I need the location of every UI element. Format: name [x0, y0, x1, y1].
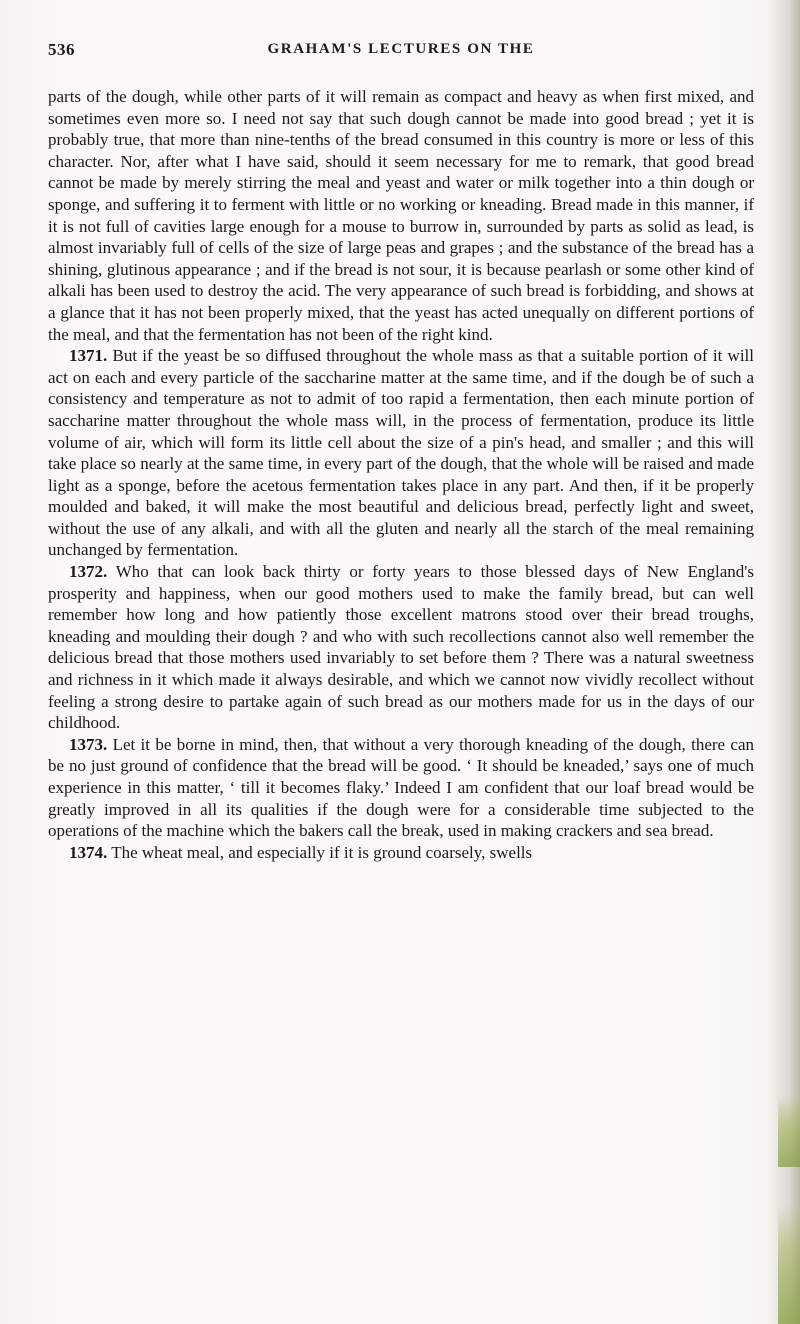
paragraph-number: 1374. — [69, 842, 108, 862]
running-title: GRAHAM'S LECTURES ON THE — [267, 41, 535, 57]
paragraph-number: 1372. — [69, 562, 108, 582]
body-text — [48, 86, 754, 863]
running-head — [48, 40, 754, 64]
page-edge-stain — [778, 1095, 800, 1167]
paragraph-continued — [48, 86, 754, 345]
paragraph-text: The wheat meal, and especially if it is ground coarsely, swells — [111, 842, 533, 862]
paragraph-1371 — [48, 345, 754, 561]
paragraph-1373 — [48, 734, 754, 842]
paragraph-text: Who that can look back thirty or forty years to those blessed days of New England's prosperity and happiness, when our good mothers used to make the family bread, but can well remember how long and how patiently those excellent matrons stood over their bread troughs, kneading and moulding their dough ? and who with such recollections cannot also well remember the delicious bread that those mothers used invariably to set before them ? There was a natural sweetness and richness in it which made it always desirable, and which we cannot now vividly recollect without feeling a strong desire to partake again of such bread as our mothers made for us in the days of our childhood. — [48, 562, 754, 733]
paragraph-text: Let it be borne in mind, then, that without a very thorough kneading of the dough, there can be no just ground of confidence that the bread will be good. ‘ It should be kneaded,’ says one of much experience in this matter, ‘ till it becomes flaky.’ Indeed I am confident that our loaf bread would be greatly improved in all its qualities if the dough were for a considerable time subjected to the operations of the machine which the bakers call the break, used in making crackers and sea bread. — [48, 734, 754, 841]
paragraph-1374 — [48, 842, 754, 864]
paragraph-number: 1371. — [69, 346, 108, 366]
paragraph-text: But if the yeast be so diffused throughout the whole mass as that a suitable portion of it will act on each and every particle of the saccharine matter at the same time, and if the dough be of such a consistency and temperature as not to admit of too rapid a fermentation, then each minute portion of saccharine matter throughout the whole mass will, in the process of fermentation, produce its little volume of air, which will form its little cell about the size of a pin's head, and smaller ; and this will take place so nearly at the same time, in every part of the dough, that the whole will be raised and made light as a sponge, before the acetous fermentation takes place in any part. And then, if it be properly moulded and baked, it will make the most beautiful and delicious bread, perfectly light and sweet, without the use of any alkali, and with all the gluten and nearly all the starch of the meal remaining unchanged by fermentation. — [48, 346, 754, 560]
page-number: 536 — [48, 40, 75, 59]
page-edge-stain — [778, 1205, 800, 1324]
paragraph-number: 1373. — [69, 734, 108, 754]
paragraph-1372 — [48, 561, 754, 734]
paragraph-text: parts of the dough, while other parts of it will remain as compact and heavy as when first mixed, and sometimes even more so. I need not say that such dough cannot be made into good bread ; yet it is probably true, that more than nine-tenths of the bread consumed in this country is more or less of this character. Nor, after what I have said, should it seem necessary for me to remark, that good bread cannot be made by merely stirring the meal and yeast and water or milk together into a thin dough or sponge, and suffering it to ferment with little or no working or kneading. Bread made in this manner, if it is not full of cavities large enough for a mouse to burrow in, surrounded by parts as solid as lead, is almost invariably full of cells of the size of large peas and grapes ; and the substance of the bread has a shining, glutinous appearance ; and if the bread is not sour, it is because pearlash or some other kind of alkali has been used to destroy the acid. The very appearance of such bread is forbidding, and shows at a glance that it has not been properly mixed, that the yeast has acted unequally on different portions of the meal, and that the fermentation has not been of the right kind. — [48, 87, 754, 344]
